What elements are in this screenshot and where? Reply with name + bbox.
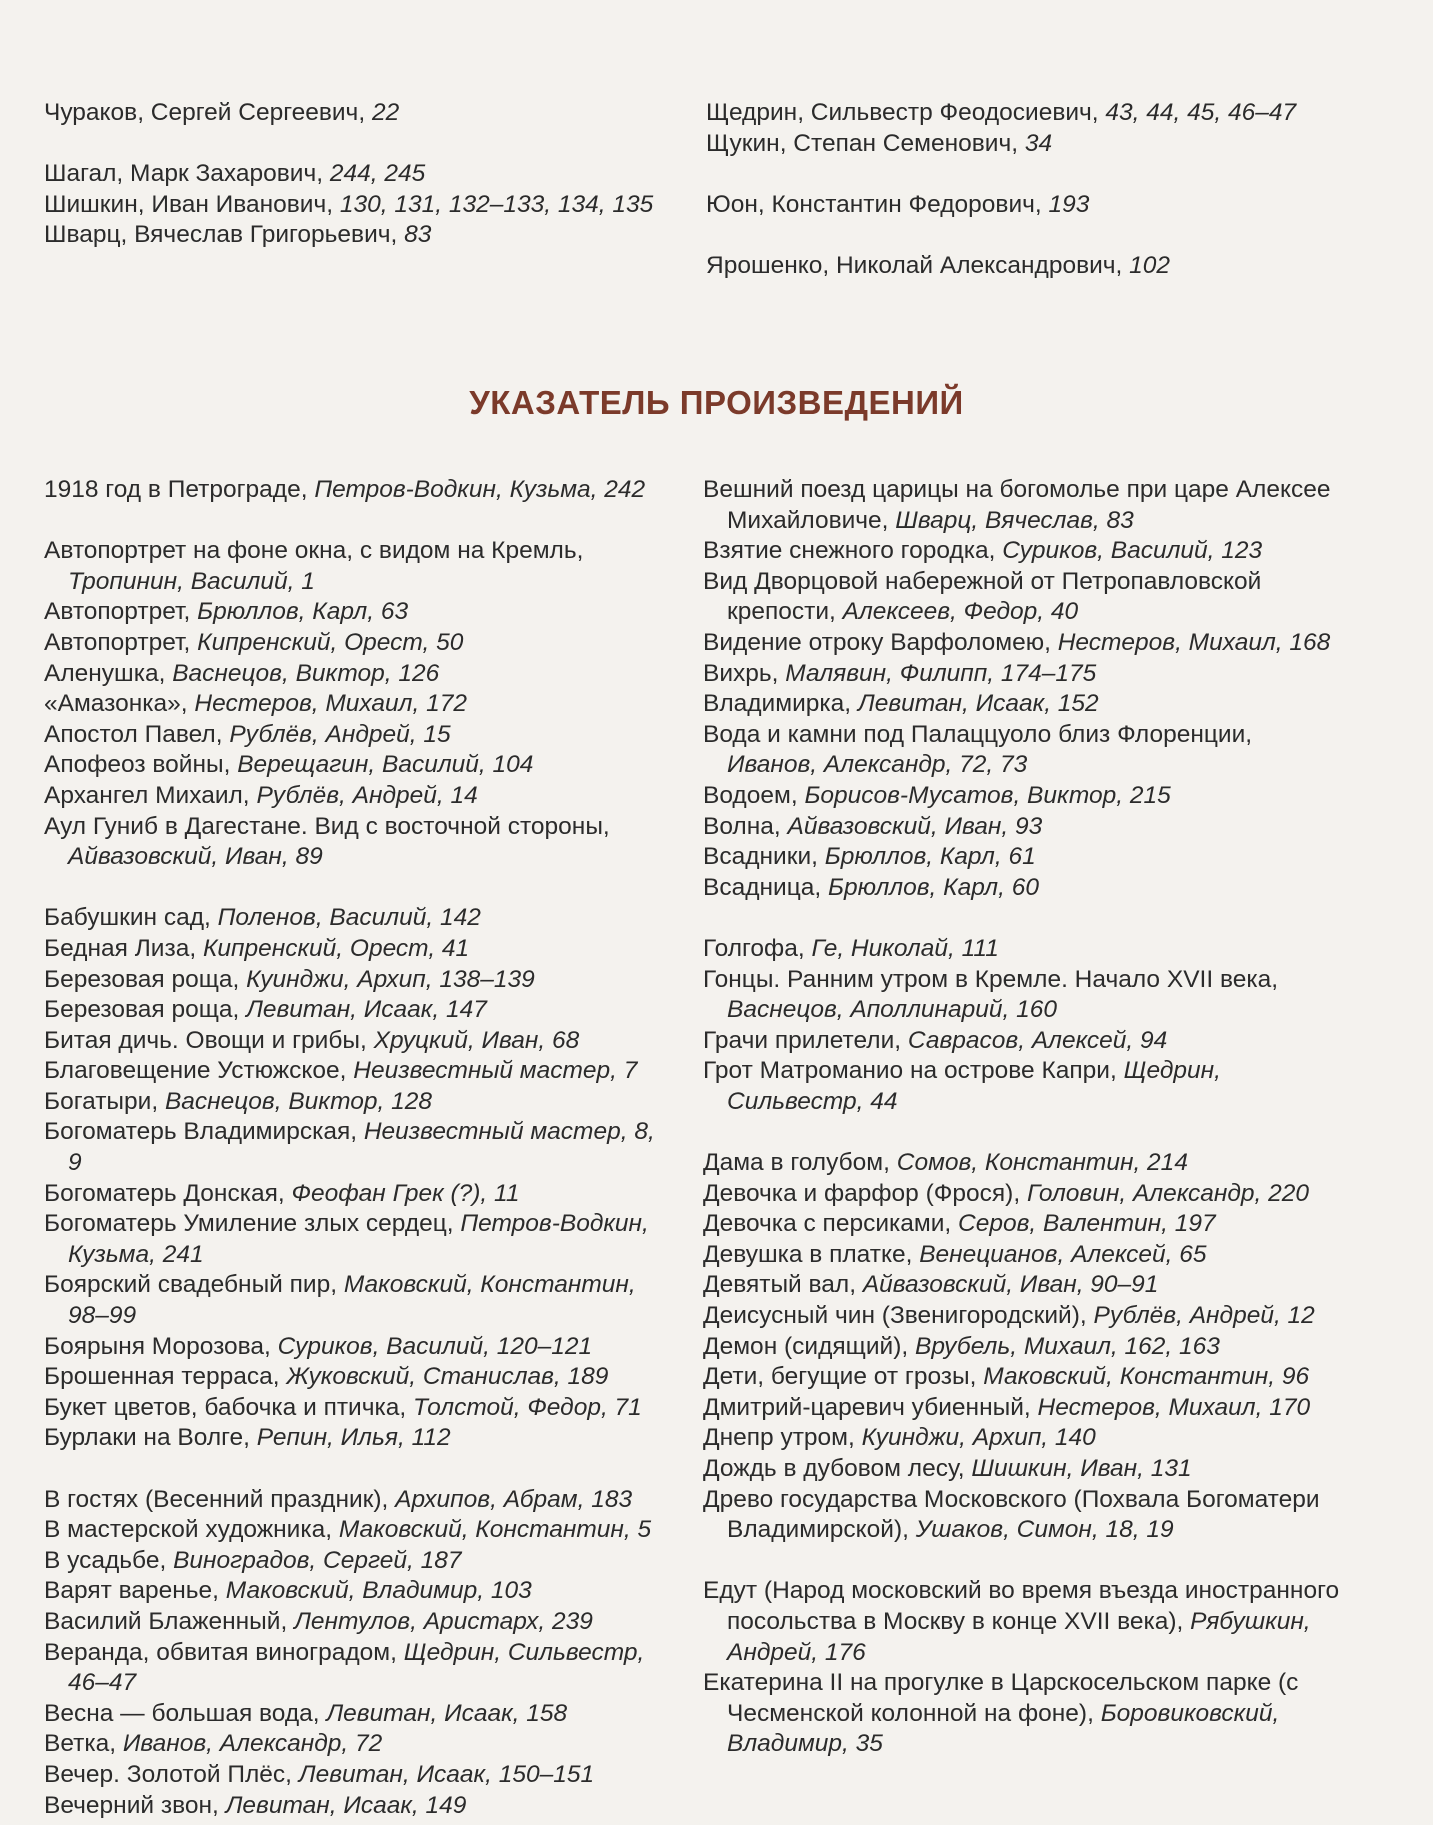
entry-title: Вечерний звон, <box>44 1791 226 1819</box>
index-entry <box>706 251 1336 282</box>
entry-title: Голгофа, <box>703 934 812 962</box>
index-entry <box>703 1393 1343 1424</box>
entry-ref: Васнецов, Аполлинарий, 160 <box>727 996 1058 1024</box>
entry-title: Вихрь, <box>703 659 786 687</box>
entry-title: Аул Гуниб в Дагестане. Вид с восточной стороны, <box>44 812 610 840</box>
entry-ref: Кипренский, Орест, 50 <box>197 628 464 656</box>
entry-title: В мастерской художника, <box>44 1516 339 1544</box>
entry-ref: Васнецов, Виктор, 126 <box>172 659 440 687</box>
index-entry <box>44 1423 669 1454</box>
entry-ref: Иванов, Александр, 72 <box>122 1730 383 1758</box>
entry-ref: Айвазовский, Иван, 89 <box>68 843 323 871</box>
entry-ref: 244, 245 <box>329 160 426 188</box>
entry-ref: Серов, Валентин, 197 <box>958 1210 1216 1238</box>
entry-title: Березовая роща, <box>44 996 247 1024</box>
entry-title: Щукин, Степан Семенович, <box>706 129 1025 157</box>
entry-ref: Головин, Александр, 220 <box>1026 1179 1310 1207</box>
index-entry <box>703 1301 1343 1332</box>
entry-ref: Тропинин, Василий, 1 <box>68 567 315 595</box>
entry-ref: Верещагин, Василий, 104 <box>237 751 534 779</box>
index-entry <box>44 1393 669 1424</box>
entry-ref: Левитан, Исаак, 158 <box>326 1699 568 1727</box>
entry-title: Вода и камни под Палаццуоло близ Флоренции, <box>703 720 1253 748</box>
entry-title: Апофеоз войны, <box>44 751 238 779</box>
entry-title: Боярыня Морозова, <box>44 1332 278 1360</box>
entry-ref: 130, 131, 132–133, 134, 135 <box>339 190 654 218</box>
works-index-heading: УКАЗАТЕЛЬ ПРОИЗВЕДЕНИЙ <box>469 384 964 421</box>
index-entry <box>703 1332 1343 1363</box>
entry-title: Екатерина II на прогулке в Царскосельском парке (с Чесменской колонной на фоне), <box>703 1669 1299 1727</box>
entry-ref: Куинджи, Архип, 138–139 <box>246 965 535 993</box>
entry-ref: 34 <box>1024 129 1053 157</box>
entry-title: Богоматерь Донская, <box>44 1179 292 1207</box>
index-entry <box>703 812 1343 843</box>
entry-title: Автопортрет, <box>44 598 198 626</box>
index-entry <box>44 628 669 659</box>
entry-title: Чураков, Сергей Сергеевич, <box>44 99 372 126</box>
entry-title: Водоем, <box>703 781 805 809</box>
index-entry <box>44 1699 669 1730</box>
entry-ref: Рублёв, Андрей, 12 <box>1093 1302 1315 1330</box>
entry-ref: Репин, Илья, 112 <box>256 1424 451 1452</box>
index-entry <box>703 689 1343 720</box>
index-entry <box>703 567 1343 628</box>
entry-ref: Иванов, Александр, 72, 73 <box>727 751 1028 779</box>
entry-title: Девушка в платке, <box>703 1240 920 1268</box>
entry-ref: Левитан, Исаак, 152 <box>857 690 1099 718</box>
entry-title: Шишкин, Иван Иванович, <box>44 190 340 218</box>
entry-ref: Брюллов, Карл, 60 <box>828 873 1039 901</box>
entry-title: Букет цветов, бабочка и птичка, <box>44 1393 414 1421</box>
entry-ref: Малявин, Филипп, 174–175 <box>785 659 1097 687</box>
entry-ref: 102 <box>1129 251 1171 279</box>
index-entry <box>44 1638 669 1699</box>
index-entry <box>44 750 669 781</box>
entry-title: Дети, бегущие от грозы, <box>703 1363 984 1391</box>
entry-ref: Нестеров, Михаил, 172 <box>194 690 467 718</box>
entry-title: Березовая роща, <box>44 965 247 993</box>
entry-ref: Брюллов, Карл, 63 <box>197 598 409 626</box>
index-entry <box>703 628 1343 659</box>
entry-title: Древо государства Московского (Похвала Богоматери Владимирской), <box>703 1485 1320 1544</box>
entry-ref: Сомов, Константин, 214 <box>896 1149 1188 1177</box>
entry-ref: Венецианов, Алексей, 65 <box>919 1240 1207 1268</box>
entry-title: Шварц, Вячеслав Григорьевич, <box>44 221 405 249</box>
index-entry <box>703 1240 1343 1271</box>
index-entry <box>44 1209 669 1270</box>
index-entry <box>44 1546 669 1577</box>
entry-ref: Брюллов, Карл, 61 <box>824 843 1036 871</box>
entry-ref: Рублёв, Андрей, 14 <box>256 781 478 809</box>
entry-title: Днепр утром, <box>703 1424 862 1452</box>
entry-ref: Ушаков, Симон, 18, 19 <box>915 1516 1174 1544</box>
index-entry <box>44 536 669 597</box>
index-entry <box>44 934 669 965</box>
index-entry <box>44 965 669 996</box>
entry-ref: Феофан Грек (?), 11 <box>291 1179 520 1207</box>
entry-title: Василий Блаженный, <box>44 1607 295 1635</box>
entry-title: Грачи прилетели, <box>703 1026 908 1054</box>
entry-title: Девочка с персиками, <box>703 1210 959 1238</box>
index-entry <box>44 1760 669 1791</box>
entry-title: Апостол Павел, <box>44 720 230 748</box>
entry-ref: Рублёв, Андрей, 15 <box>229 720 451 748</box>
index-entry <box>44 1515 669 1546</box>
index-entry <box>706 98 1336 129</box>
entry-title: Вечер. Золотой Плёс, <box>44 1760 299 1788</box>
index-entry <box>44 720 669 751</box>
index-entry <box>44 1576 669 1607</box>
index-entry <box>703 720 1343 781</box>
entry-title: Бурлаки на Волге, <box>44 1424 257 1452</box>
entry-ref: Маковский, Константин, 96 <box>983 1363 1310 1391</box>
entry-ref: Хруцкий, Иван, 68 <box>373 1026 580 1054</box>
entry-ref: Петров-Водкин, Кузьма, 241 <box>68 1210 649 1268</box>
entry-ref: Суриков, Василий, 120–121 <box>277 1332 593 1360</box>
entry-title: Вид Дворцовой набережной от Петропавловской крепости, <box>703 567 1262 626</box>
entry-title: Архангел Михаил, <box>44 781 257 809</box>
index-entry <box>44 1332 669 1363</box>
entry-ref: Маковский, Константин, 98–99 <box>68 1271 636 1330</box>
entry-title: Варят варенье, <box>44 1577 226 1605</box>
index-entry <box>44 1485 669 1516</box>
entry-title: В гостях (Весенний праздник), <box>44 1485 396 1513</box>
index-entry <box>44 1056 669 1087</box>
entry-title: Ярошенко, Николай Александрович, <box>706 251 1130 279</box>
index-entry <box>703 1026 1343 1057</box>
entry-ref: Рябушкин, Андрей, 176 <box>727 1607 1311 1666</box>
index-entry <box>703 1668 1343 1760</box>
entry-ref: Кипренский, Орест, 41 <box>202 934 470 962</box>
index-entry <box>44 995 669 1026</box>
entry-ref: Неизвестный мастер, 7 <box>353 1057 638 1085</box>
entry-title: Вешний поезд царицы на богомолье при царе Алексее Михайловиче, <box>703 476 1331 534</box>
entry-title: Девятый вал, <box>703 1271 863 1299</box>
entry-title: «Амазонка», <box>44 690 195 718</box>
entry-ref: Боровиковский, Владимир, 35 <box>727 1699 1280 1758</box>
entry-ref: Васнецов, Виктор, 128 <box>164 1087 433 1115</box>
index-entry <box>703 1576 1343 1668</box>
index-entry <box>703 1056 1343 1117</box>
entry-ref: Неизвестный мастер, 8, 9 <box>68 1118 655 1177</box>
index-entry <box>703 1179 1343 1210</box>
entry-ref: Врубель, Михаил, 162, 163 <box>914 1332 1220 1360</box>
index-entry <box>703 536 1343 567</box>
entry-title: Владимирка, <box>703 690 858 718</box>
entry-ref: Жуковский, Станислав, 189 <box>286 1363 609 1391</box>
entry-ref: Нестеров, Михаил, 170 <box>1037 1393 1311 1421</box>
index-entry <box>44 781 669 812</box>
index-entry <box>703 965 1343 1026</box>
entry-ref: 83 <box>404 221 432 249</box>
index-entry <box>44 597 669 628</box>
index-entry <box>703 842 1343 873</box>
entry-title: Бедная Лиза, <box>44 934 203 962</box>
entry-title: Всадники, <box>703 843 825 871</box>
index-entry <box>706 129 1336 160</box>
entry-title: Деисусный чин (Звенигородский), <box>703 1302 1094 1330</box>
index-entry <box>703 873 1343 904</box>
index-entry <box>44 1026 669 1057</box>
entry-title: Грот Матроманио на острове Капри, <box>703 1057 1124 1085</box>
entry-ref: Алексеев, Федор, 40 <box>842 598 1079 626</box>
index-entry <box>44 1117 669 1178</box>
entry-title: Брошенная терраса, <box>44 1363 287 1391</box>
entry-title: Богатыри, <box>44 1087 165 1115</box>
entry-title: Автопортрет, <box>44 628 198 656</box>
entry-title: Боярский свадебный пир, <box>44 1271 344 1299</box>
entry-title: Гонцы. Ранним утром в Кремле. Начало XVII века, <box>703 965 1279 993</box>
index-entry <box>703 1485 1343 1546</box>
entry-ref: Шишкин, Иван, 131 <box>971 1455 1192 1482</box>
entry-ref: Нестеров, Михаил, 168 <box>1057 628 1331 656</box>
index-entry <box>44 1791 669 1822</box>
entry-ref: Щедрин, Сильвестр, 44 <box>727 1057 1221 1115</box>
index-entry <box>44 1270 669 1331</box>
entry-ref: 22 <box>371 99 400 126</box>
entry-title: В усадьбе, <box>44 1546 174 1574</box>
entry-title: Едут (Народ московский во время въезда иностранного посольства в Москву в конце XVII века), <box>703 1577 1340 1635</box>
index-entry <box>44 689 669 720</box>
entry-ref: 193 <box>1048 190 1090 218</box>
works-index-left-column <box>44 475 669 1821</box>
entry-title: Девочка и фарфор (Фрося), <box>703 1179 1027 1207</box>
entry-ref: Щедрин, Сильвестр, 46–47 <box>68 1638 645 1697</box>
entry-title: Волна, <box>703 812 788 840</box>
index-entry <box>703 475 1343 536</box>
index-entry <box>44 475 669 506</box>
entry-title: 1918 год в Петрограде, <box>44 476 315 503</box>
entry-title: Бабушкин сад, <box>44 904 218 932</box>
entry-ref: Саврасов, Алексей, 94 <box>907 1026 1168 1054</box>
entry-ref: 43, 44, 45, 46–47 <box>1105 99 1297 126</box>
entry-ref: Левитан, Исаак, 150–151 <box>298 1760 595 1788</box>
index-entry <box>44 190 669 221</box>
entry-title: Богоматерь Умиление злых сердец, <box>44 1210 461 1238</box>
index-entry <box>44 159 669 190</box>
index-entry <box>44 812 669 873</box>
entry-ref: Поленов, Василий, 142 <box>217 904 481 932</box>
index-entry <box>44 1362 669 1393</box>
entry-title: Взятие снежного городка, <box>703 537 1003 565</box>
entry-ref: Борисов-Мусатов, Виктор, 215 <box>804 781 1171 809</box>
entry-ref: Айвазовский, Иван, 93 <box>787 812 1043 840</box>
index-entry <box>44 1729 669 1760</box>
entry-title: Всадница, <box>703 873 829 901</box>
index-entry <box>703 1454 1343 1485</box>
index-entry <box>703 781 1343 812</box>
entry-title: Дмитрий-царевич убиенный, <box>703 1393 1038 1421</box>
entry-title: Аленушка, <box>44 659 173 687</box>
entry-ref: Толстой, Федор, 71 <box>413 1393 642 1421</box>
entry-ref: Виноградов, Сергей, 187 <box>173 1546 462 1574</box>
index-entry <box>44 220 669 251</box>
entry-ref: Шварц, Вячеслав, 83 <box>895 506 1134 534</box>
entry-title: Автопортрет на фоне окна, с видом на Кремль, <box>44 537 584 565</box>
artist-index-right-column <box>706 98 1336 282</box>
entry-title: Веранда, обвитая виноградом, <box>44 1638 404 1666</box>
index-entry <box>703 1362 1343 1393</box>
index-entry <box>44 1607 669 1638</box>
index-entry <box>44 1179 669 1210</box>
works-index-right-column <box>703 475 1343 1760</box>
entry-ref: Левитан, Исаак, 149 <box>225 1791 467 1819</box>
index-entry <box>703 934 1343 965</box>
entry-ref: Петров-Водкин, Кузьма, 242 <box>314 476 646 503</box>
entry-ref: Маковский, Владимир, 103 <box>225 1577 532 1605</box>
index-entry <box>44 903 669 934</box>
entry-ref: Маковский, Константин, 5 <box>338 1516 652 1544</box>
entry-ref: Ге, Николай, 111 <box>811 934 999 962</box>
entry-title: Юон, Константин Федорович, <box>706 190 1049 218</box>
entry-title: Шагал, Марк Захарович, <box>44 160 330 188</box>
index-entry <box>703 1209 1343 1240</box>
entry-title: Щедрин, Сильвестр Феодосиевич, <box>706 99 1106 126</box>
index-entry <box>703 1148 1343 1179</box>
entry-ref: Лентулов, Аристарх, 239 <box>294 1607 593 1635</box>
index-entry <box>703 659 1343 690</box>
entry-title: Богоматерь Владимирская, <box>44 1118 364 1146</box>
index-entry <box>706 190 1336 221</box>
entry-ref: Куинджи, Архип, 140 <box>861 1424 1096 1452</box>
index-entry <box>44 1087 669 1118</box>
entry-title: Дама в голубом, <box>703 1149 897 1177</box>
entry-ref: Архипов, Абрам, 183 <box>395 1485 633 1513</box>
entry-title: Благовещение Устюжское, <box>44 1057 354 1085</box>
entry-ref: Суриков, Василий, 123 <box>1002 537 1263 565</box>
index-entry <box>44 98 669 129</box>
entry-title: Демон (сидящий), <box>703 1332 915 1360</box>
index-entry <box>703 1423 1343 1454</box>
artist-index-left-column <box>44 98 669 251</box>
index-entry <box>703 1270 1343 1301</box>
entry-title: Дождь в дубовом лесу, <box>703 1455 972 1482</box>
entry-title: Битая дичь. Овощи и грибы, <box>44 1026 374 1054</box>
entry-ref: Айвазовский, Иван, 90–91 <box>862 1271 1159 1299</box>
entry-title: Видение отроку Варфоломею, <box>703 628 1058 656</box>
index-entry <box>44 659 669 690</box>
entry-ref: Левитан, Исаак, 147 <box>246 996 487 1024</box>
entry-title: Ветка, <box>44 1730 123 1758</box>
entry-title: Весна — большая вода, <box>44 1699 327 1727</box>
